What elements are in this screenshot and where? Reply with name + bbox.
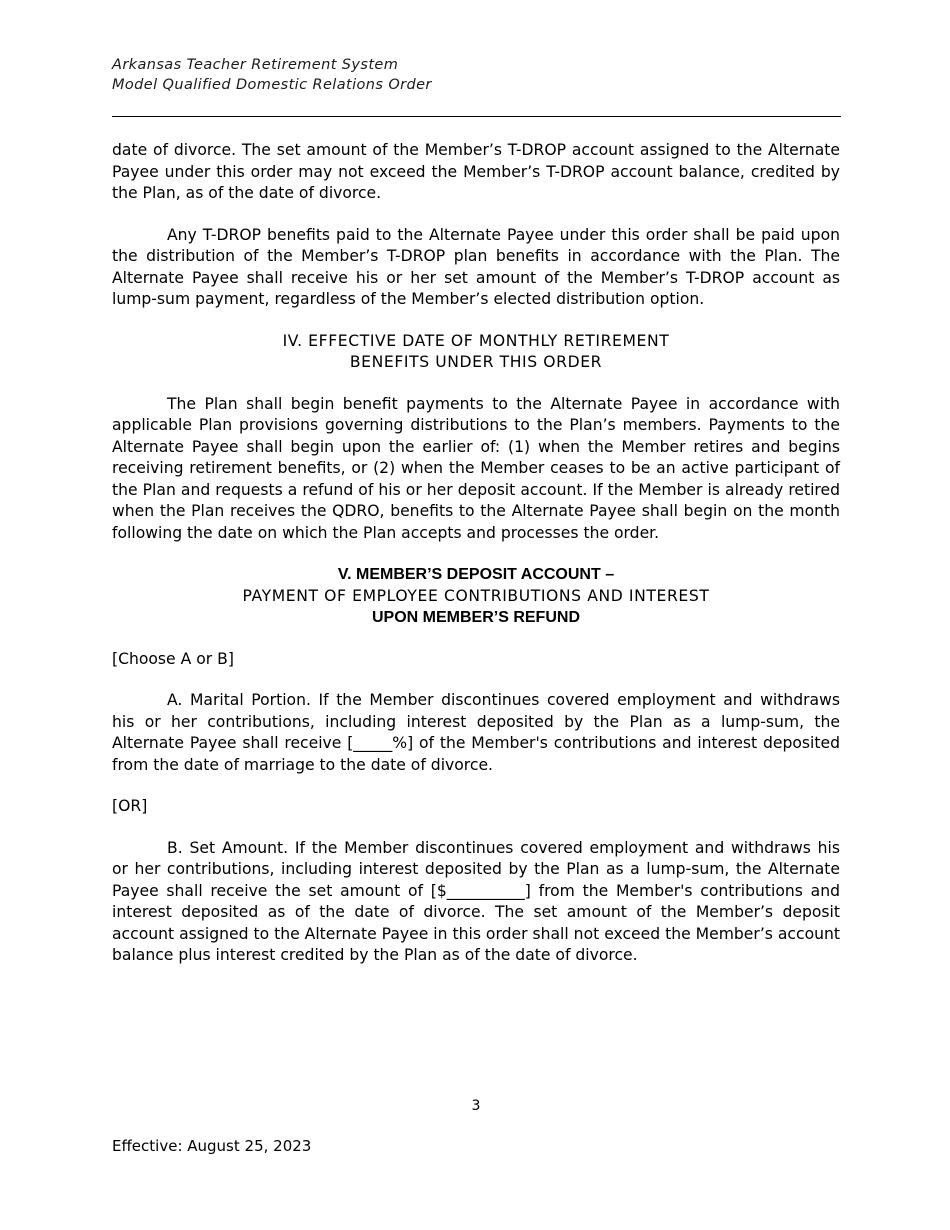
tdrop-distribution-paragraph: Any T-DROP benefits paid to the Alternate Payee under this order shall be paid upon the distribution of the Member’s T-DROP plan benefits in accordance with the Plan. The Alternate Payee shall receive his or her set amount of the Member’s T-DROP account as lump-sum payment, regardless of the Member’s elected distribution option. (112, 225, 840, 308)
running-header (112, 55, 840, 95)
section-iv-paragraph: The Plan shall begin benefit payments to the Alternate Payee in accordance with applicable Plan provisions governing distributions to the Plan’s members. Payments to the Alternate Payee shall begin upon the earlier of: (1) when the Member retires and begins receiving retirement benefits, or (2) when the Member ceases to be an active participant of the Plan and requests a refund of his or her deposit account. If the Member is already retired when the Plan receives the QDRO, benefits to the Alternate Payee shall begin on the month following the date on which the Plan accepts and processes the order. (112, 394, 840, 542)
document-body (112, 140, 840, 987)
section-iv-heading-line1: IV. EFFECTIVE DATE OF MONTHLY RETIREMENT (282, 331, 670, 350)
section-v-heading-line1: V. MEMBER’S DEPOSIT ACCOUNT – (337, 566, 615, 583)
header-divider (112, 116, 841, 117)
section-iv-heading-line2: BENEFITS UNDER THIS ORDER (349, 353, 603, 371)
section-iv-heading (112, 331, 840, 374)
section-v-heading-line2: PAYMENT OF EMPLOYEE CONTRIBUTIONS AND INTEREST (242, 586, 710, 605)
section-v-heading (112, 564, 840, 629)
header-organization: Arkansas Teacher Retirement System (112, 57, 399, 73)
section-v-heading-line3: UPON MEMBER’S REFUND (371, 609, 580, 626)
header-document-title: Model Qualified Domestic Relations Order (112, 77, 432, 93)
or-separator: [OR] (112, 797, 148, 815)
page-number: 3 (471, 1098, 481, 1114)
continuation-paragraph: date of divorce. The set amount of the Member’s T-DROP account assigned to the Alternate Payee under this order may not exceed the Member’s T-DROP account balance, credited by the Plan, as of the date of divorce. (112, 141, 840, 202)
document-page (112, 0, 840, 1230)
effective-date-footer: Effective: August 25, 2023 (112, 1137, 312, 1155)
option-b-paragraph: B. Set Amount. If the Member discontinues covered employment and withdraws his or her contributions, including interest deposited by the Plan as a lump-sum, the Alternate Payee shall receive the set amount of [$__________] from the Member's contributions and interest deposited as of the date of divorce. The set amount of the Member’s deposit account assigned to the Alternate Payee in this order shall not exceed the Member’s account balance plus interest credited by the Plan as of the date of divorce. (112, 838, 840, 964)
choose-instruction: [Choose A or B] (112, 649, 234, 668)
option-a-paragraph: A. Marital Portion. If the Member discontinues covered employment and withdraws his or her contributions, including interest deposited by the Plan as a lump-sum, the Alternate Payee shall receive [_____%] of the Member's contributions and interest deposited from the date of marriage to the date of divorce. (112, 691, 840, 774)
